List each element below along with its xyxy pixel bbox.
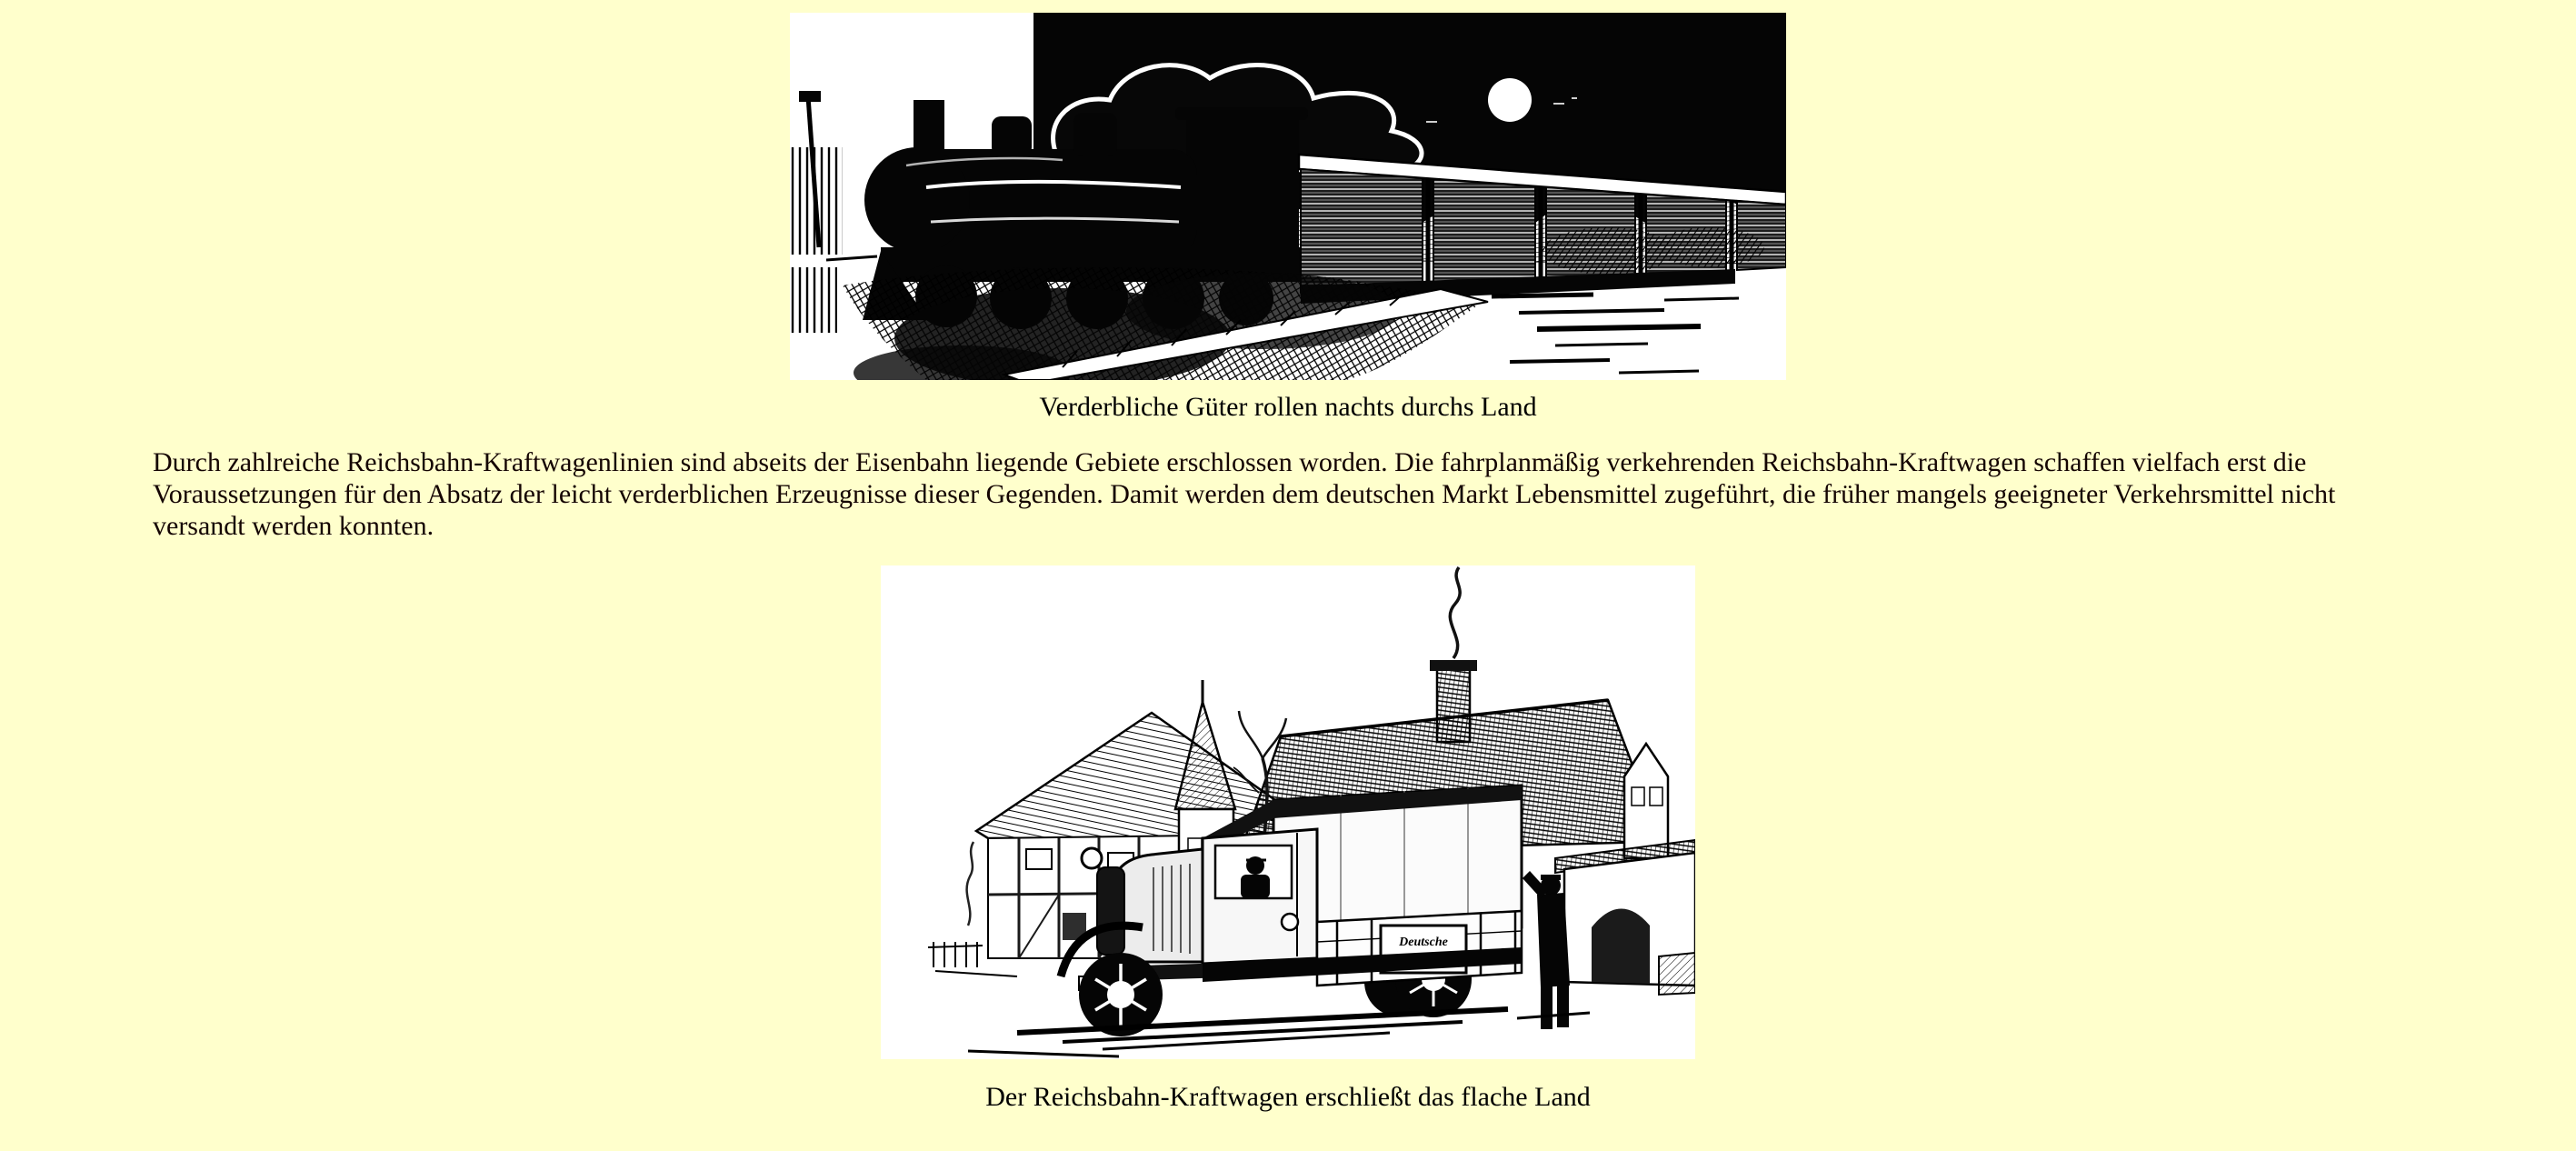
moon-icon bbox=[1488, 78, 1532, 122]
page bbox=[0, 13, 2576, 1113]
headlamp bbox=[1082, 848, 1102, 868]
truck-sign-line1: Deutsche bbox=[1399, 936, 1448, 949]
article-paragraph: Durch zahlreiche Reichsbahn-Kraftwagenlinien sind abseits der Eisenbahn liegende Gebiete erschlossen worden. Die fahrplanmäßig verkehrenden Reichsbahn-Kraftwagen schaffen vielfach erst die Voraussetzungen für den Absatz der leicht verderblichen Erzeugnisse dieser Gegenden. Damit werden dem deutschen Markt Lebensmittel zugeführt, die früher mangels geeigneter Verkehrsmittel nicht versandt werden konnten. bbox=[153, 447, 2336, 541]
truck-illustration bbox=[881, 565, 1695, 1059]
train-caption: Verderbliche Güter rollen nachts durchs Land bbox=[1039, 392, 1537, 422]
figure-truck bbox=[0, 565, 2576, 1113]
truck-caption: Der Reichsbahn-Kraftwagen erschließt das flache Land bbox=[985, 1082, 1591, 1112]
archway bbox=[1555, 840, 1695, 995]
radiator-grille bbox=[1097, 867, 1124, 955]
train-illustration bbox=[790, 13, 1786, 380]
figure-train bbox=[0, 13, 2576, 423]
chimney bbox=[1437, 667, 1470, 742]
door-emblem bbox=[1282, 914, 1298, 930]
